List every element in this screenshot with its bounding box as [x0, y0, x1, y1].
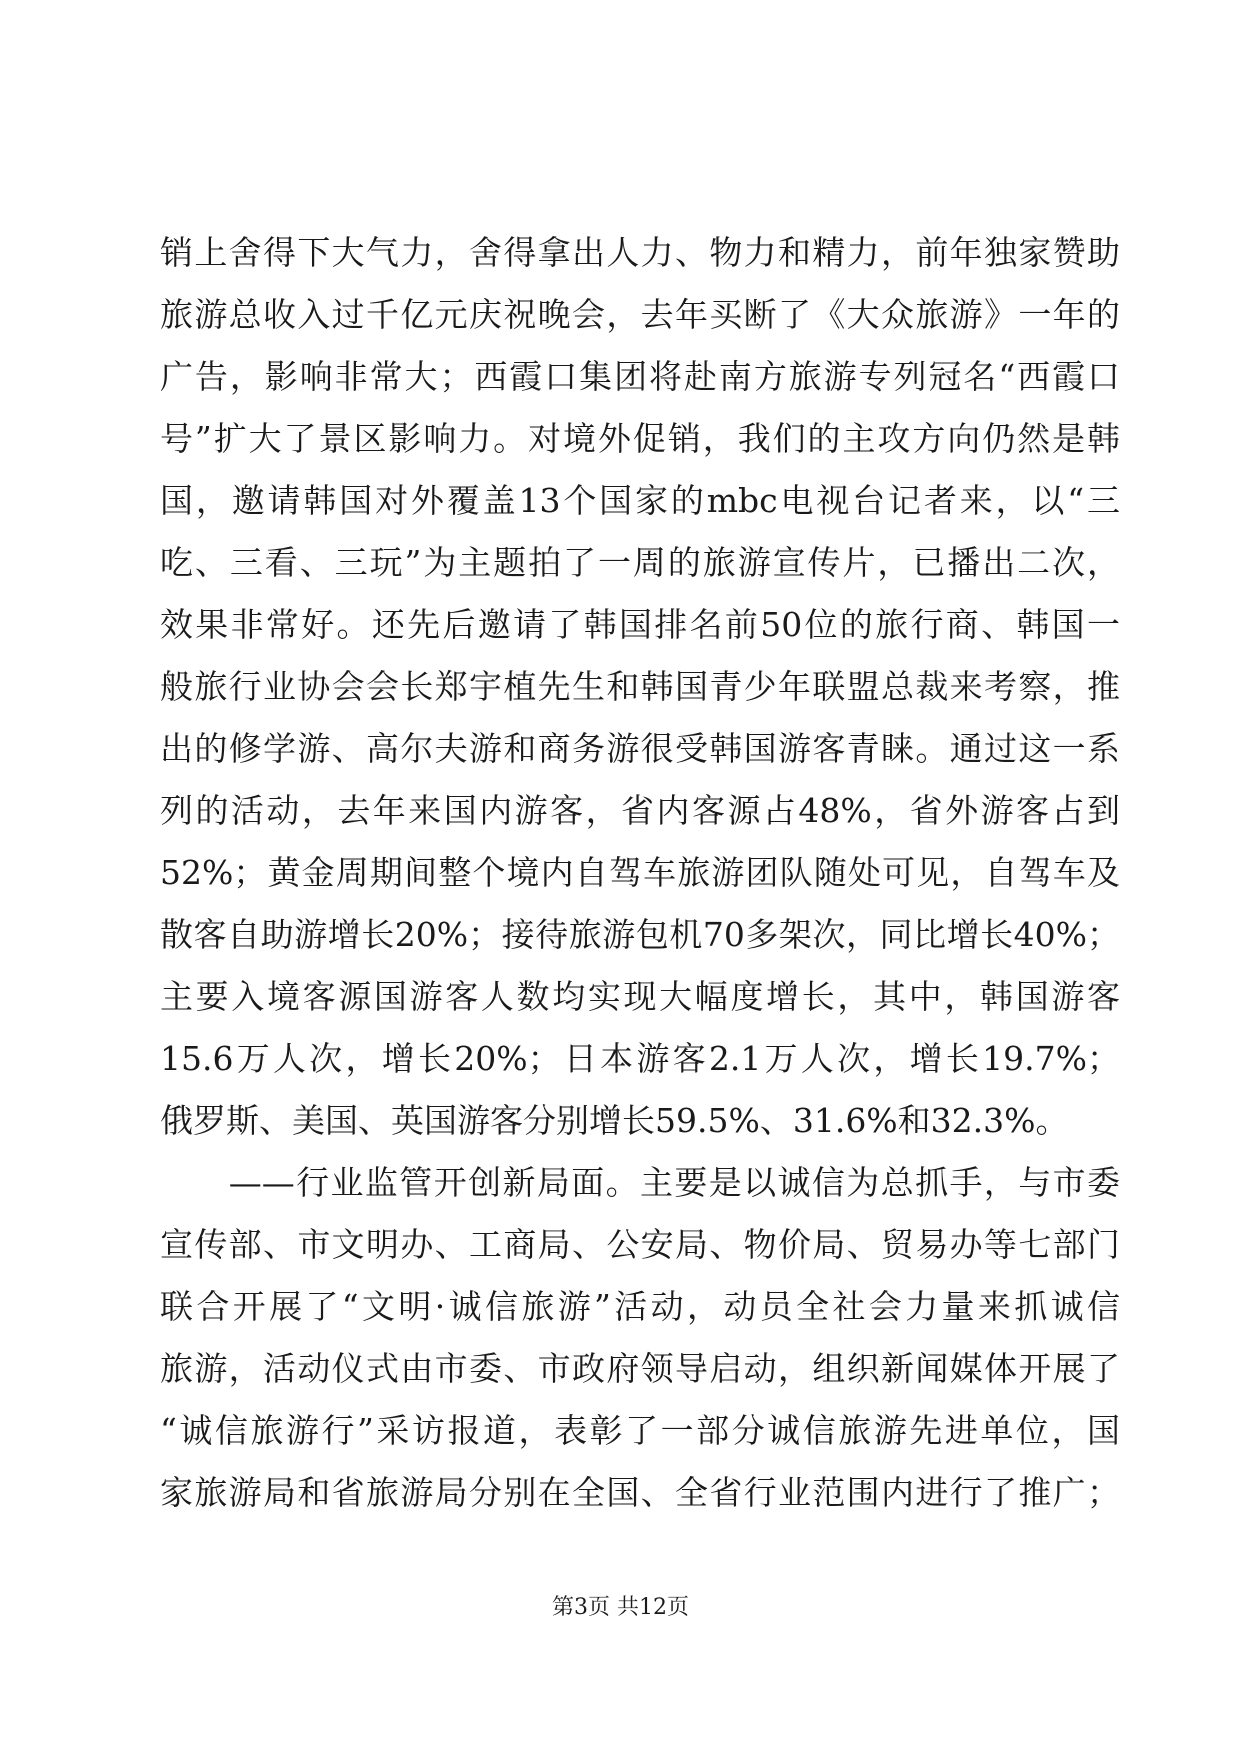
- text-line: 主要入境客源国游客人数均实现大幅度增长，其中，韩国游客: [160, 977, 1120, 1016]
- text-line: 出的修学游、高尔夫游和商务游很受韩国游客青睐。通过这一系: [160, 729, 1120, 768]
- text-line: 散客自助游增长20%；接待旅游包机70多架次，同比增长40%；: [160, 915, 1120, 954]
- text-line: 家旅游局和省旅游局分别在全国、全省行业范围内进行了推广；: [160, 1473, 1120, 1512]
- text-line: 俄罗斯、美国、英国游客分别增长59.5%、31.6%和32.3%。: [160, 1101, 1069, 1140]
- text-line: 号”扩大了景区影响力。对境外促销，我们的主攻方向仍然是韩: [160, 419, 1120, 458]
- text-line: 旅游总收入过千亿元庆祝晚会，去年买断了《大众旅游》一年的: [160, 295, 1120, 334]
- text-line: 52%；黄金周期间整个境内自驾车旅游团队随处可见，自驾车及: [160, 853, 1120, 892]
- text-line: 销上舍得下大气力，舍得拿出人力、物力和精力，前年独家赞助: [160, 233, 1120, 272]
- text-line: 吃、三看、三玩”为主题拍了一周的旅游宣传片，已播出二次，: [160, 543, 1120, 582]
- text-line: “诚信旅游行”采访报道，表彰了一部分诚信旅游先进单位，国: [160, 1411, 1120, 1450]
- text-line: 般旅行业协会会长郑宇植先生和韩国青少年联盟总裁来考察，推: [160, 667, 1120, 706]
- text-line: 宣传部、市文明办、工商局、公安局、物价局、贸易办等七部门: [160, 1225, 1120, 1264]
- page-number: 第3页 共12页: [552, 1595, 689, 1620]
- text-line: 国，邀请韩国对外覆盖13个国家的mbc电视台记者来，以“三: [160, 481, 1120, 520]
- text-line: 联合开展了“文明·诚信旅游”活动，动员全社会力量来抓诚信: [160, 1287, 1120, 1326]
- text-line: 15.6万人次，增长20%；日本游客2.1万人次，增长19.7%；: [160, 1039, 1120, 1078]
- text-line: 列的活动，去年来国内游客，省内客源占48%，省外游客占到: [160, 791, 1120, 830]
- text-line: ——行业监管开创新局面。主要是以诚信为总抓手，与市委: [160, 1163, 1120, 1202]
- page-footer: [0, 1590, 1241, 1621]
- text-line: 旅游，活动仪式由市委、市政府领导启动，组织新闻媒体开展了: [160, 1349, 1120, 1388]
- body-text: [160, 222, 1120, 1524]
- text-line: 广告，影响非常大；西霞口集团将赴南方旅游专列冠名“西霞口: [160, 357, 1120, 396]
- text-line: 效果非常好。还先后邀请了韩国排名前50位的旅行商、韩国一: [160, 605, 1120, 644]
